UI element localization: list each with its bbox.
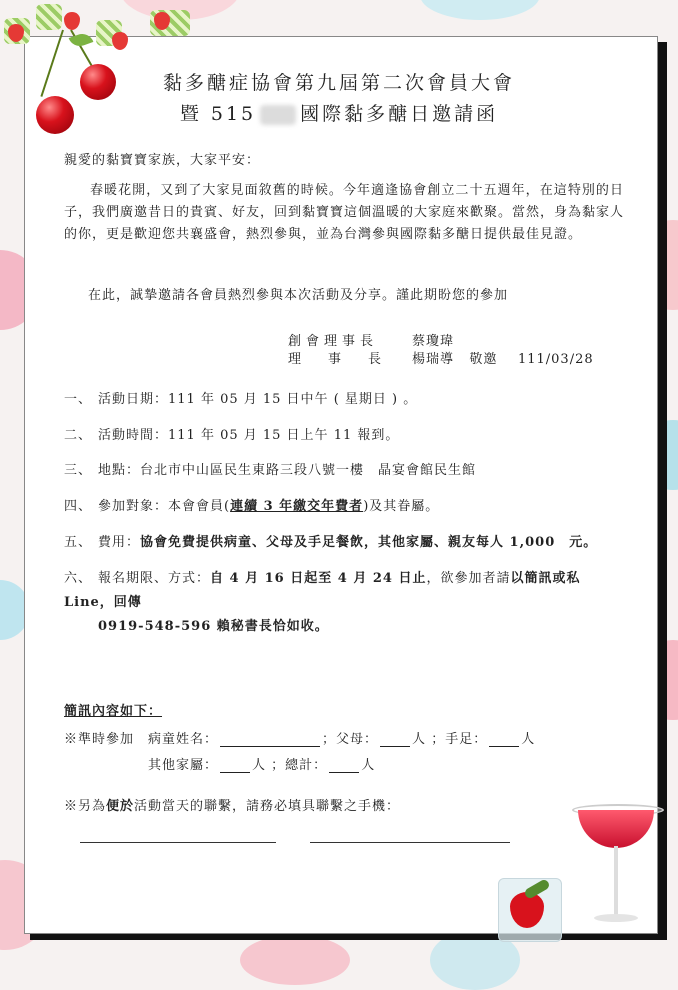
form-row-attendance	[64, 728, 535, 747]
item-tail: )及其眷屬。	[363, 499, 440, 514]
founder-role: 創會理事長	[288, 334, 379, 349]
item-number: 一、	[64, 392, 93, 407]
item-text: 活動日期：111 年 05 月 15 日中午 ( 星期日 ) 。	[98, 392, 418, 407]
list-item-date	[64, 388, 634, 412]
paragraph-invite: 在此，誠摯邀請各會員熱烈參與本次活動及分享。謹此期盼您的參加	[88, 288, 509, 303]
item-number: 二、	[64, 428, 93, 443]
item-emphasis: 以簡訊或私 Line，回傳	[64, 571, 581, 610]
founder-name: 蔡瓊瑋	[412, 334, 455, 349]
unit-label: 人	[521, 732, 536, 747]
invite-date: 111/03/28	[517, 352, 594, 367]
glass-base	[594, 914, 638, 922]
unit-label: 人	[361, 758, 376, 773]
greeting: 親愛的黏寶寶家族，大家平安：	[64, 153, 261, 168]
patient-name-field[interactable]	[220, 732, 320, 747]
form-label: 活動當天的聯繫，請務必填具聯繫之手機：	[134, 799, 401, 814]
invitation-title: 黏多醣症協會第九屆第二次會員大會	[162, 72, 515, 94]
item-mid: ，欲參加者請	[426, 571, 511, 586]
item-emphasis: 協會免費提供病童、父母及手足餐飲，其他家屬、親友每人 1,000 元。	[140, 535, 598, 550]
item-text: 活動時間：111 年 05 月 15 日上午 11 報到。	[98, 428, 400, 443]
subtitle-prefix: 暨 515	[179, 103, 257, 125]
list-item-fee	[64, 531, 634, 555]
chair-role: 理事長	[288, 352, 409, 367]
form-row-contact-note	[64, 795, 400, 814]
unit-label: 人	[412, 732, 427, 747]
contact-phone-field[interactable]	[310, 842, 510, 843]
invitation-subtitle	[0, 99, 678, 126]
item-continuation: 0919-548-596 賴秘書長恰如收。	[98, 619, 329, 634]
form-label: ；手足：	[431, 732, 488, 747]
other-family-count-field[interactable]	[220, 758, 250, 773]
form-label: ；父母：	[322, 732, 379, 747]
item-label: 報名期限、方式：	[98, 571, 211, 586]
bg-blob	[240, 935, 350, 985]
item-emphasis: 自 4 月 16 日起至 4 月 24 日止	[210, 571, 427, 586]
list-item-location	[64, 459, 634, 483]
form-row-others	[148, 754, 375, 773]
chair-name: 楊瑞導	[412, 352, 455, 367]
parents-count-field[interactable]	[380, 732, 410, 747]
form-emphasis: 便於	[106, 799, 135, 814]
list-item-participants	[64, 495, 634, 519]
item-number: 四、	[64, 499, 93, 514]
list-item-time	[64, 424, 634, 448]
form-label: ※另為	[64, 799, 107, 814]
signature-chair	[288, 348, 594, 367]
strawberry-icon	[64, 12, 80, 30]
item-label: 參加對象：本會會員(	[98, 499, 231, 514]
glass-stem	[614, 846, 618, 916]
form-label: ；總計：	[271, 758, 328, 773]
item-emphasis: 連續 3 年繳交年費者	[230, 499, 364, 514]
contact-name-field[interactable]	[80, 842, 276, 843]
redacted-mark	[260, 105, 296, 125]
list-item-registration	[64, 567, 634, 639]
total-count-field[interactable]	[329, 758, 359, 773]
signature-founder	[288, 330, 454, 349]
form-label: ※準時參加 病童姓名：	[64, 732, 219, 747]
subtitle-suffix: 國際黏多醣日邀請函	[300, 103, 499, 125]
item-text: 地點：台北市中山區民生東路三段八號一樓 晶宴會館民生館	[98, 463, 477, 478]
form-label: 其他家屬：	[148, 758, 219, 773]
siblings-count-field[interactable]	[489, 732, 519, 747]
memo-heading: 簡訊內容如下：	[64, 704, 163, 719]
item-number: 三、	[64, 463, 93, 478]
gingham-letter-icon	[36, 4, 62, 30]
invite-word: 敬邀	[469, 352, 498, 367]
paragraph-intro: 春暖花開，又到了大家見面敘舊的時候。今年適逢協會創立二十五週年，在這特別的日子，我們廣邀昔日的貴賓、好友，回到黏寶寶這個溫暖的大家庭來歡聚。當然，身為黏家人的你，更是歡迎您共襄盛會，熱烈參與，並為台灣參與國際黏多醣日提供最佳見證。	[64, 183, 625, 242]
item-number: 五、	[64, 535, 93, 550]
bg-blob	[420, 0, 540, 20]
item-label: 費用：	[98, 535, 141, 550]
item-number: 六、	[64, 571, 93, 586]
unit-label: 人	[252, 758, 267, 773]
